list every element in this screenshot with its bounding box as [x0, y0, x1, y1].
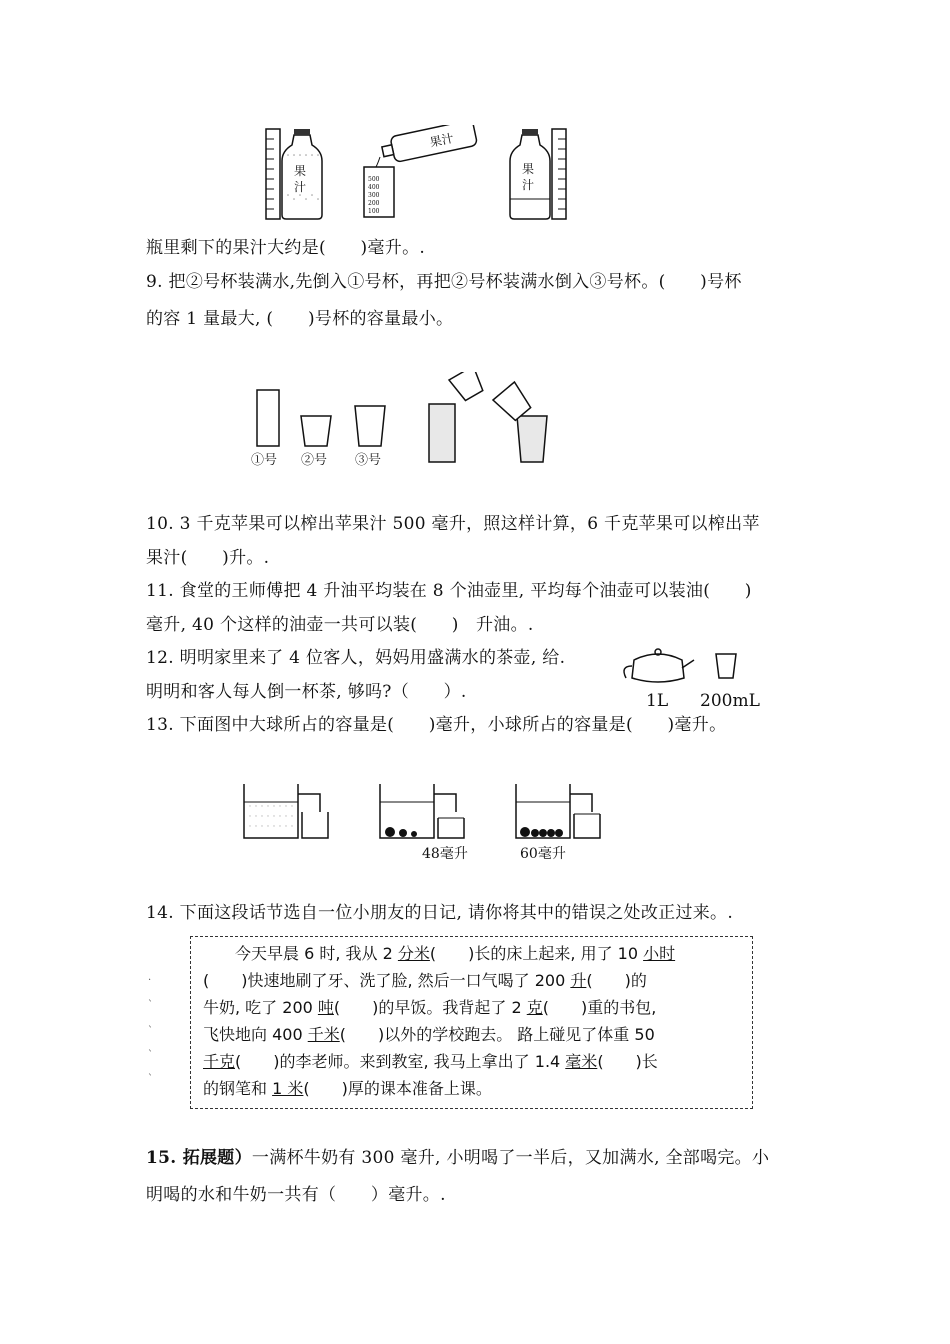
svg-text:汁: 汁 — [522, 178, 535, 192]
diary-line-1: 今天早晨 6 时, 我从 2 分米( )长的床上起来, 用了 10 小时 — [203, 944, 676, 963]
bottle-label-2: 汁 — [294, 180, 307, 194]
diary-line-5: 千克( )的李老师。来到教室, 我马上拿出了 1.4 毫米( )长 — [203, 1052, 658, 1071]
cup-label-3: ③号 — [355, 453, 382, 468]
diary-line-6: 的钢笔和 1 米( )厚的课本准备上课。 — [203, 1079, 492, 1098]
q12-line2: 明明和客人每人倒一杯茶, 够吗?（ ）. — [146, 682, 467, 702]
svg-text:200: 200 — [368, 200, 380, 207]
diary-line-2: ( )快速地刷了牙、洗了脸, 然后一口气喝了 200 升( )的 — [203, 971, 647, 990]
q15-title: 15. 拓展题） — [146, 1148, 252, 1168]
svg-text:果汁: 果汁 — [428, 130, 456, 150]
cup-label-1: ①号 — [251, 453, 278, 468]
q8-text: 瓶里剩下的果汁大约是( )毫升。. — [146, 238, 426, 258]
cup-label: 200mL — [700, 691, 760, 710]
juice-bottle-figure — [260, 125, 580, 225]
label-48ml: 48毫升 — [422, 846, 468, 862]
diary-box — [190, 936, 753, 1109]
svg-text:400: 400 — [368, 184, 380, 191]
svg-text:500: 500 — [368, 176, 380, 183]
q10-line2: 果汁( )升。. — [146, 548, 270, 568]
q11-line2: 毫升, 40 个这样的油壶一共可以装( ) 升油。. — [146, 615, 534, 635]
q9-line2: 的容 1 量最大, ( )号杯的容量最小。 — [146, 309, 454, 329]
q9-line1: 9. 把②号杯装满水,先倒入①号杯，再把②号杯装满水倒入③号杯。( )号杯 — [146, 272, 742, 292]
bottle-label-1: 果 — [294, 164, 307, 178]
svg-text:100: 100 — [368, 208, 380, 215]
balls-container-figure — [240, 780, 620, 870]
teapot-label: 1L — [646, 691, 669, 710]
cup-label-2: ②号 — [301, 453, 328, 468]
label-60ml: 60毫升 — [520, 846, 566, 862]
q15-line1: 15. 拓展题）一满杯牛奶有 300 毫升, 小明喝了一半后，又加满水, 全部喝完。小 — [146, 1148, 770, 1168]
cups-figure — [245, 372, 565, 472]
svg-text:300: 300 — [368, 192, 380, 199]
q15-line2: 明喝的水和牛奶一共有（ ）毫升。. — [146, 1185, 446, 1205]
q10-line1: 10. 3 千克苹果可以榨出苹果汁 500 毫升，照这样计算，6 千克苹果可以榨出苹 — [146, 514, 760, 534]
diary-line-4: 飞快地向 400 千米( )以外的学校跑去。 路上碰见了体重 50 — [203, 1025, 655, 1044]
q11-line1: 11. 食堂的王师傅把 4 升油平均装在 8 个油壶里, 平均每个油壶可以装油( ) — [146, 581, 752, 601]
teapot-cup-figure — [618, 640, 778, 710]
svg-text:果: 果 — [522, 162, 535, 176]
diary-line-3: 牛奶, 吃了 200 吨( )的早饭。我背起了 2 克( )重的书包, — [203, 998, 657, 1017]
q13-text: 13. 下面图中大球所占的容量是( )毫升，小球所占的容量是( )毫升。 — [146, 715, 727, 735]
q12-line1: 12. 明明家里来了 4 位客人，妈妈用盛满水的茶壶, 给. — [146, 648, 566, 668]
q14-text: 14. 下面这段话节选自一位小朋友的日记, 请你将其中的错误之处改正过来。. — [146, 903, 734, 923]
